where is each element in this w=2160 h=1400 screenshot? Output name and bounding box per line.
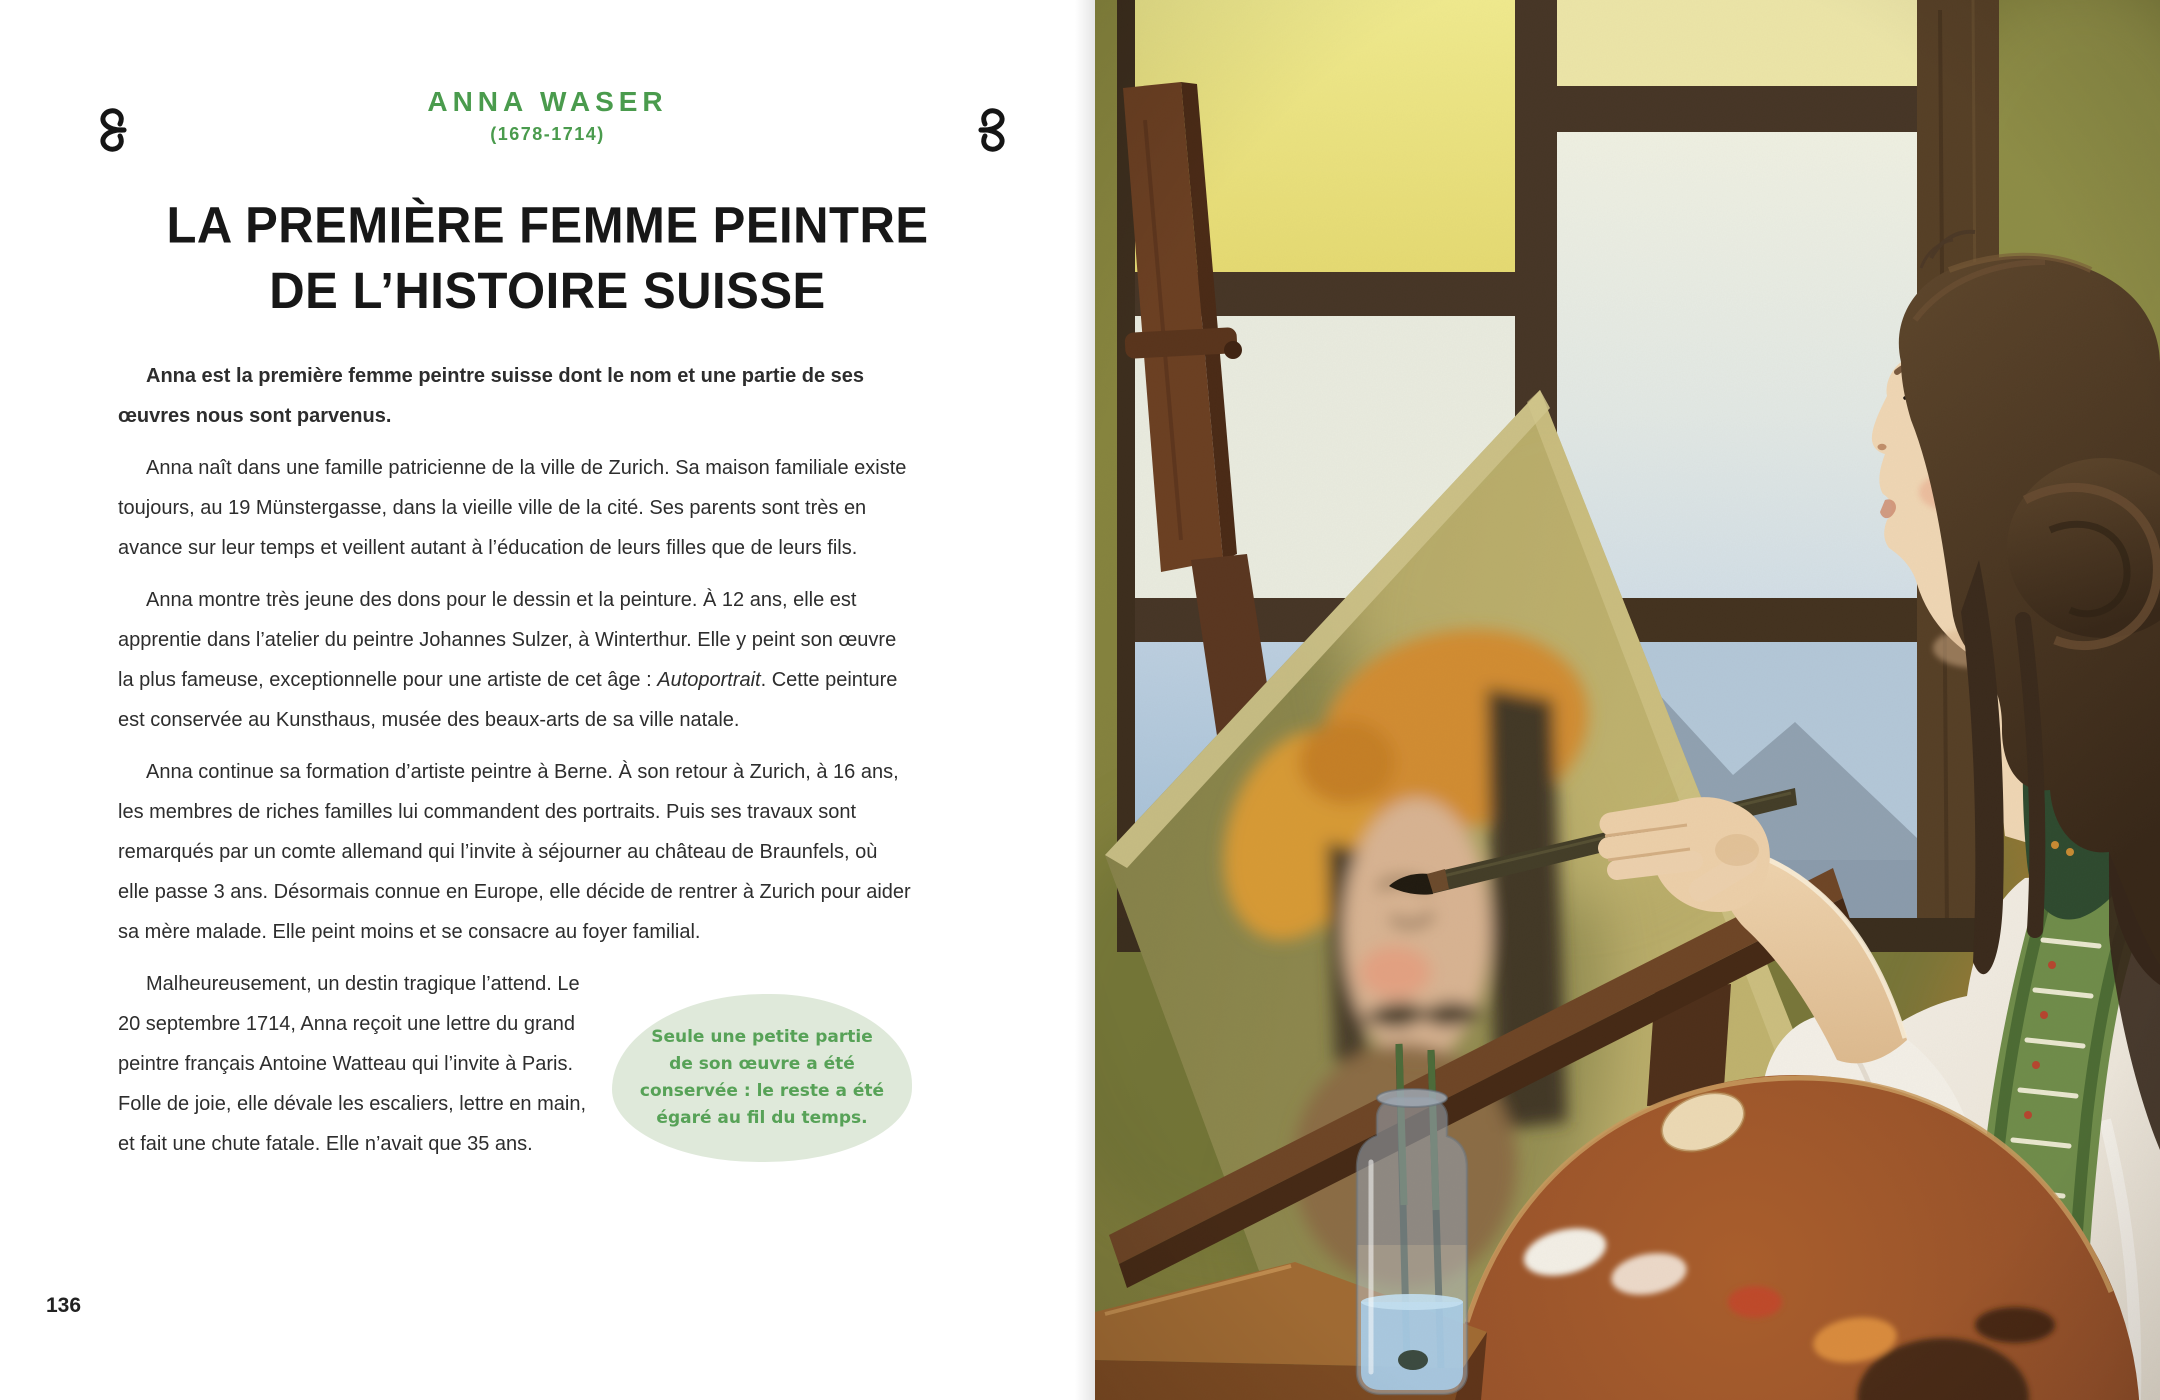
artist-name: ANNA WASER [427,86,668,117]
artist-dates: (1678-1714) [490,124,605,144]
paragraph: Anna naît dans une famille patricienne de la ville de Zurich. Sa maison familiale existe toujours, au 19 Münstergasse, dans la vieille ville de la cité. Ses parents sont très en avance sur leur temps et veillent autant à l’éducation de leurs filles que de leurs fils. [118,457,907,559]
flourish-right-icon [777,100,1027,165]
page-title-line1: LA PREMIÈRE FEMME PEINTRE [166,197,929,254]
article-paragraphs [118,448,913,952]
page-title-line2: DE L’HISTOIRE SUISSE [269,263,826,320]
paragraph: Malheureusement, un destin tragique l’attend. Le 20 septembre 1714, Anna reçoit une lettre du grand peintre français Antoine Watteau qui l’invite à Paris. Folle de joie, elle dévale les escaliers, lettre en main, et fait une chute fatale. Elle n’avait que 35 ans. [118,973,587,1155]
paragraph: Anna continue sa formation d’artiste peintre à Berne. À son retour à Zurich, à 16 ans, les membres de riches familles lui commandent des portraits. Puis ses travaux sont remarqués par un comte allemand qui l’invite à séjourner au château de Braunfels, où elle passe 3 ans. Désormais connue en Europe, elle décide de rentrer à Zurich pour aider sa mère malade. Elle peint moins et se consacre au foyer familial. [118,761,911,943]
callout-bubble: Seule une petite partie de son œuvre a été conservée : le reste a été égaré au fil du temps. [612,994,912,1162]
illustration [1095,0,2160,1400]
article [118,356,913,1164]
chapter-header [0,86,1095,176]
vignette [1095,0,2160,1400]
final-paragraph [118,964,590,1164]
paragraph: Anna montre très jeune des dons pour le dessin et la peinture. À 12 ans, elle est apprentie dans l’atelier du peintre Johannes Sulzer, à Winterthur. Elle y peint son œuvre la plus fameuse, exceptionnelle pour une artiste de cet âge : Autoportrait. Cette peinture est conservée au Kunsthaus, musée des beaux-arts de sa ville natale. [118,589,898,731]
page-gutter [1075,0,1095,1400]
page-title [0,193,1095,324]
intro-paragraph: Anna est la première femme peintre suisse dont le nom et une partie de ses œuvres nous sont parvenus. [118,365,865,427]
page-number: 136 [46,1294,82,1317]
final-row [118,964,913,1164]
